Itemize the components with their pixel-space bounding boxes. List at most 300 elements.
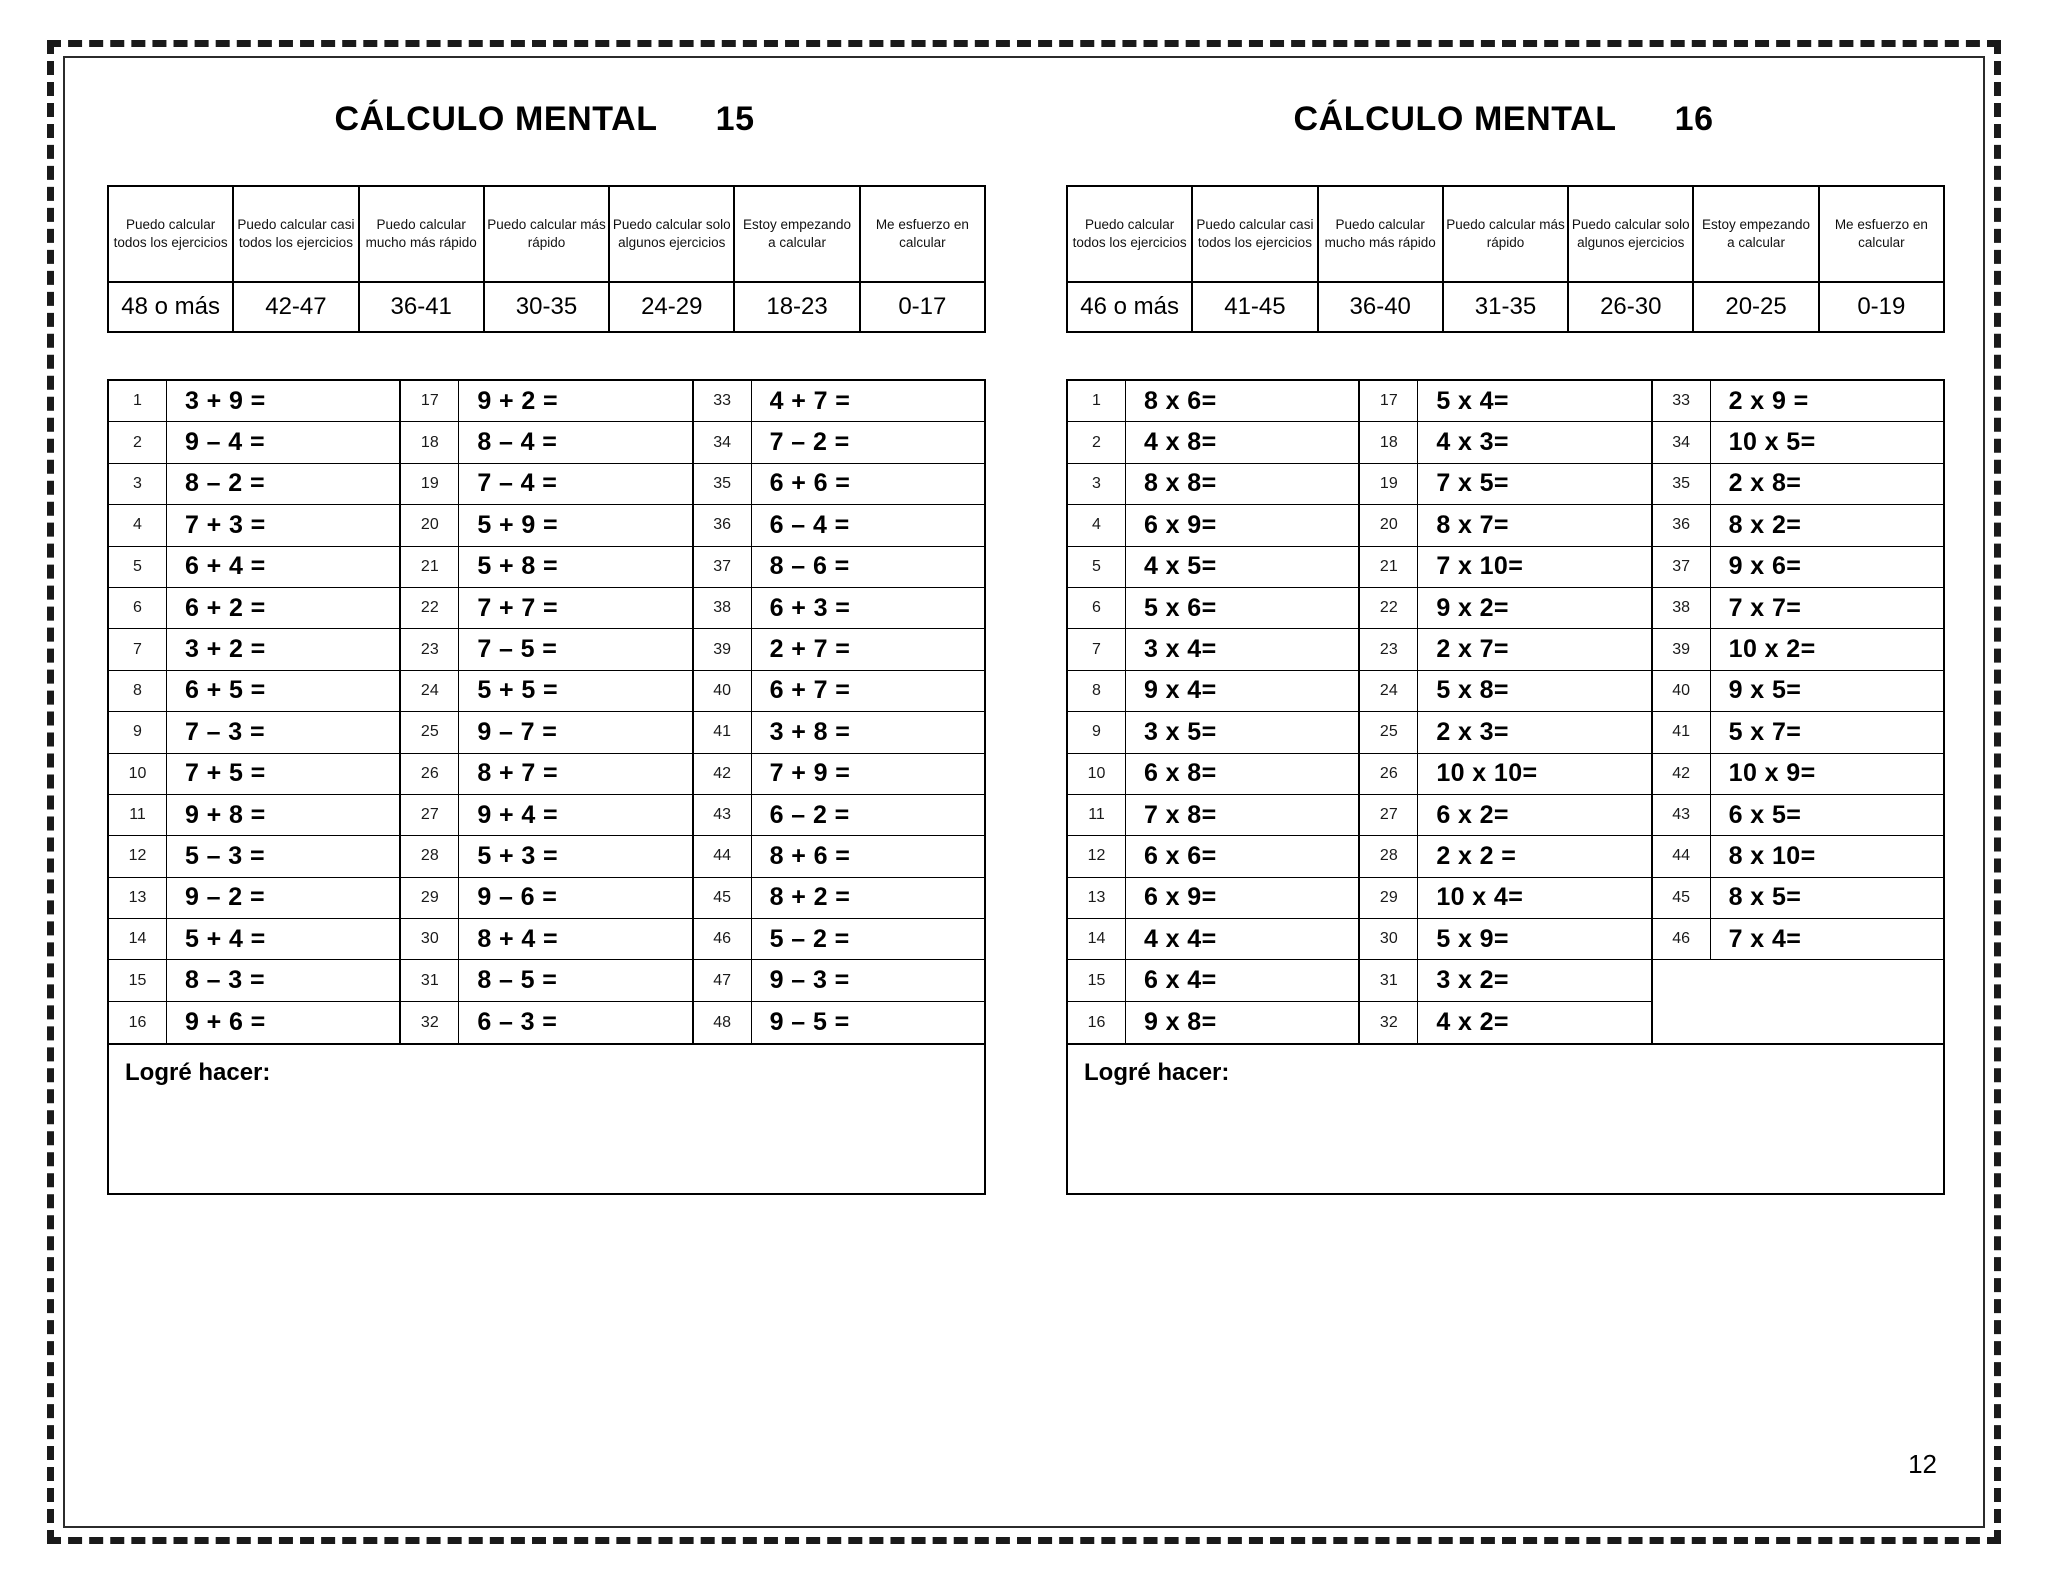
rubric-score-cell[interactable]: 48 o más (108, 282, 233, 332)
table-row (1360, 588, 1650, 629)
exercise-expression[interactable]: 8 x 8= (1144, 469, 1217, 498)
table-row (401, 547, 691, 588)
exercise-expression[interactable]: 2 x 7= (1436, 635, 1509, 664)
table-row (401, 878, 691, 919)
exercise-expression[interactable]: 10 x 2= (1728, 635, 1816, 664)
exercise-index: 16 (1068, 1002, 1126, 1043)
exercise-table (107, 379, 986, 1195)
table-row (401, 795, 691, 836)
table-row (401, 629, 691, 670)
table-row (109, 505, 399, 546)
exercise-expression[interactable]: 7 x 7= (1728, 593, 1802, 622)
rubric-score-cell[interactable]: 31-35 (1443, 282, 1568, 332)
table-row (109, 1002, 399, 1043)
table-row (401, 464, 691, 505)
table-row (1653, 795, 1943, 836)
exercise-expression[interactable]: 9 – 5 = (769, 1008, 850, 1037)
exercise-index: 17 (401, 381, 459, 421)
rubric-score-cell[interactable]: 36-41 (359, 282, 484, 332)
exercise-index: 3 (1068, 464, 1126, 504)
exercise-expression[interactable]: 6 + 6 = (769, 469, 851, 498)
exercise-index (1653, 1002, 1711, 1043)
table-row (109, 671, 399, 712)
rubric-description-cell: Puedo calcular todos los ejercicios (108, 186, 233, 282)
exercise-expression[interactable]: 7 x 5= (1436, 469, 1509, 498)
exercise-column (109, 381, 401, 1043)
table-row (401, 919, 691, 960)
exercise-expression[interactable]: 5 x 8= (1436, 676, 1509, 705)
exercise-expression[interactable]: 9 – 2 = (185, 883, 265, 912)
exercise-index: 20 (401, 505, 459, 545)
exercise-expression[interactable]: 9 x 4= (1144, 676, 1217, 705)
achievement-note-label: Logré hacer: (1084, 1059, 1230, 1087)
exercise-expression[interactable]: 10 x 5= (1728, 428, 1816, 457)
exercise-index: 44 (1653, 836, 1711, 876)
exercise-expression[interactable]: 10 x 9= (1728, 759, 1816, 788)
exercise-index: 39 (1653, 629, 1711, 669)
table-row (109, 629, 399, 670)
rubric-score-cell[interactable]: 24-29 (609, 282, 734, 332)
table-row (1653, 836, 1943, 877)
rubric-score-cell[interactable]: 46 o más (1067, 282, 1192, 332)
exercise-index: 5 (109, 547, 167, 587)
exercise-index: 8 (109, 671, 167, 711)
exercise-expression[interactable]: 2 x 9 = (1728, 386, 1809, 415)
table-row (1068, 381, 1358, 422)
table-row (1360, 671, 1650, 712)
table-row (1068, 588, 1358, 629)
exercise-expression[interactable]: 8 – 6 = (769, 552, 850, 581)
exercise-expression[interactable]: 7 + 5 = (185, 759, 266, 788)
rubric-description-cell: Puedo calcular más rápido (1443, 186, 1568, 282)
exercise-column (694, 381, 984, 1043)
exercise-expression[interactable]: 4 x 5= (1144, 552, 1217, 581)
table-row (694, 1002, 984, 1043)
table-row (1653, 671, 1943, 712)
exercise-index: 46 (1653, 919, 1711, 959)
exercise-expression[interactable]: 8 x 10= (1728, 841, 1816, 870)
exercise-expression[interactable]: 5 x 9= (1436, 924, 1509, 953)
exercise-index: 14 (109, 919, 167, 959)
rubric-description-cell: Puedo calcular mucho más rápido (359, 186, 484, 282)
exercise-expression[interactable] (1711, 1002, 1943, 1043)
exercise-index: 22 (401, 588, 459, 628)
exercise-expression[interactable]: 4 x 3= (1436, 428, 1509, 457)
exercise-index: 43 (694, 795, 752, 835)
exercise-index: 37 (694, 547, 752, 587)
exercise-expression[interactable]: 3 x 4= (1144, 635, 1217, 664)
exercise-expression[interactable]: 8 x 6= (1144, 386, 1217, 415)
exercise-expression[interactable]: 9 – 3 = (769, 966, 850, 995)
rubric-description-row (108, 186, 985, 282)
table-row (109, 919, 399, 960)
exercise-expression[interactable]: 6 + 4 = (185, 552, 266, 581)
exercise-expression[interactable]: 5 x 6= (1144, 593, 1217, 622)
worksheet-page (63, 56, 1985, 1528)
exercise-expression[interactable]: 3 x 5= (1144, 717, 1217, 746)
exercise-index: 10 (1068, 754, 1126, 794)
exercise-index: 4 (109, 505, 167, 545)
exercise-expression[interactable]: 7 x 4= (1728, 924, 1802, 953)
table-row (694, 795, 984, 836)
exercise-index: 26 (401, 754, 459, 794)
self-assessment-rubric (1066, 185, 1945, 333)
table-row (1068, 878, 1358, 919)
table-row (1653, 464, 1943, 505)
self-assessment-rubric (107, 185, 986, 333)
table-row (694, 712, 984, 753)
table-row (401, 381, 691, 422)
exercise-index: 24 (1360, 671, 1418, 711)
rubric-description-cell: Estoy empezando a calcular (734, 186, 859, 282)
table-row (694, 629, 984, 670)
exercise-expression[interactable]: 6 + 2 = (185, 593, 266, 622)
table-row (1068, 754, 1358, 795)
table-row (1068, 1002, 1358, 1043)
table-row (1360, 754, 1650, 795)
table-row (694, 422, 984, 463)
table-row (1068, 960, 1358, 1001)
table-row (1360, 629, 1650, 670)
exercise-expression[interactable]: 9 + 2 = (477, 386, 558, 415)
exercise-index: 47 (694, 960, 752, 1000)
table-row (401, 588, 691, 629)
exercise-expression[interactable]: 6 x 6= (1144, 841, 1217, 870)
exercise-expression[interactable]: 8 – 4 = (477, 428, 558, 457)
exercise-expression[interactable]: 3 x 2= (1436, 966, 1509, 995)
achievement-note-box[interactable] (1068, 1043, 1943, 1193)
table-row (1653, 1002, 1943, 1043)
rubric-description-cell: Puedo calcular mucho más rápido (1318, 186, 1443, 282)
exercise-expression[interactable]: 6 x 4= (1144, 966, 1217, 995)
table-row (109, 422, 399, 463)
exercise-index: 19 (1360, 464, 1418, 504)
exercise-expression[interactable]: 6 – 3 = (477, 1008, 558, 1037)
table-row (1068, 629, 1358, 670)
exercise-expression[interactable]: 7 x 10= (1436, 552, 1524, 581)
exercise-index: 26 (1360, 754, 1418, 794)
table-row (694, 671, 984, 712)
exercise-expression[interactable]: 8 – 2 = (185, 469, 265, 498)
exercise-expression[interactable]: 4 x 4= (1144, 924, 1217, 953)
achievement-note-box[interactable] (109, 1043, 984, 1193)
table-row (109, 960, 399, 1001)
table-row (694, 588, 984, 629)
exercise-expression[interactable]: 3 + 9 = (185, 386, 266, 415)
table-row (694, 381, 984, 422)
exercise-expression[interactable]: 4 x 2= (1436, 1008, 1509, 1037)
table-row (109, 878, 399, 919)
exercise-expression[interactable]: 6 x 9= (1144, 883, 1217, 912)
exercise-index: 12 (109, 836, 167, 876)
table-row (694, 960, 984, 1001)
rubric-description-cell: Estoy empezando a calcular (1693, 186, 1818, 282)
exercise-index: 11 (1068, 795, 1126, 835)
exercise-expression[interactable]: 9 + 6 = (185, 1008, 266, 1037)
exercise-index: 12 (1068, 836, 1126, 876)
exercise-expression[interactable]: 5 – 3 = (185, 841, 265, 870)
exercise-index: 28 (1360, 836, 1418, 876)
table-row (401, 422, 691, 463)
exercise-index: 40 (1653, 671, 1711, 711)
exercise-expression[interactable]: 6 x 8= (1144, 759, 1217, 788)
exercise-index: 33 (1653, 381, 1711, 421)
exercise-expression[interactable]: 2 x 3= (1436, 717, 1509, 746)
rubric-description-cell: Me esfuerzo en calcular (860, 186, 985, 282)
exercise-index: 8 (1068, 671, 1126, 711)
table-row (1653, 960, 1943, 1001)
table-row (694, 878, 984, 919)
page-title: CÁLCULO MENTAL (334, 100, 658, 138)
exercise-index: 39 (694, 629, 752, 669)
rubric-score-cell[interactable]: 36-40 (1318, 282, 1443, 332)
rubric-description-cell: Puedo calcular casi todos los ejercicios (233, 186, 358, 282)
exercise-index: 48 (694, 1002, 752, 1043)
exercise-expression[interactable]: 5 + 5 = (477, 676, 558, 705)
exercise-index: 32 (401, 1002, 459, 1043)
table-row (109, 754, 399, 795)
exercise-expression[interactable]: 6 + 3 = (769, 593, 851, 622)
table-row (401, 712, 691, 753)
table-row (1653, 754, 1943, 795)
exercise-index: 21 (401, 547, 459, 587)
table-row (109, 381, 399, 422)
exercise-columns (109, 381, 984, 1043)
exercise-expression[interactable]: 6 – 4 = (769, 510, 850, 539)
table-row (1068, 464, 1358, 505)
exercise-index: 34 (1653, 422, 1711, 462)
exercise-expression[interactable]: 5 + 4 = (185, 924, 266, 953)
exercise-index: 1 (109, 381, 167, 421)
exercise-expression[interactable]: 10 x 10= (1436, 759, 1538, 788)
exercise-index: 35 (694, 464, 752, 504)
sheet-title-row (1052, 100, 1955, 139)
exercise-index: 46 (694, 919, 752, 959)
exercise-expression[interactable]: 8 + 4 = (477, 924, 558, 953)
table-row (1068, 547, 1358, 588)
table-row (401, 1002, 691, 1043)
table-row (401, 505, 691, 546)
table-row (694, 505, 984, 546)
rubric-score-cell[interactable]: 0-17 (860, 282, 985, 332)
rubric-description-row (1067, 186, 1944, 282)
rubric-score-cell[interactable]: 42-47 (233, 282, 358, 332)
exercise-index: 3 (109, 464, 167, 504)
exercise-expression[interactable]: 5 – 2 = (769, 924, 850, 953)
page-number: 12 (1908, 1449, 1937, 1479)
rubric-score-cell[interactable]: 20-25 (1693, 282, 1818, 332)
exercise-expression[interactable]: 9 x 8= (1144, 1008, 1217, 1037)
rubric-description-cell: Puedo calcular solo algunos ejercicios (609, 186, 734, 282)
exercise-expression[interactable]: 7 – 2 = (769, 428, 850, 457)
table-row (1068, 422, 1358, 463)
rubric-description-cell: Me esfuerzo en calcular (1819, 186, 1944, 282)
exercise-index: 31 (1360, 960, 1418, 1000)
exercise-expression[interactable]: 9 + 4 = (477, 800, 558, 829)
table-row (1360, 795, 1650, 836)
table-row (1653, 919, 1943, 960)
exercise-index: 40 (694, 671, 752, 711)
exercise-index: 42 (694, 754, 752, 794)
page-title: CÁLCULO MENTAL (1293, 100, 1617, 138)
exercise-expression[interactable]: 2 x 8= (1728, 469, 1802, 498)
exercise-column (1360, 381, 1652, 1043)
exercise-expression[interactable]: 3 + 2 = (185, 635, 266, 664)
exercise-expression[interactable]: 8 – 3 = (185, 966, 265, 995)
exercise-expression[interactable]: 7 + 3 = (185, 510, 266, 539)
exercise-index: 16 (109, 1002, 167, 1043)
exercise-index: 4 (1068, 505, 1126, 545)
exercise-expression[interactable] (1711, 960, 1943, 1001)
table-row (694, 919, 984, 960)
exercise-expression[interactable]: 5 + 3 = (477, 841, 558, 870)
exercise-expression[interactable]: 6 x 5= (1728, 800, 1802, 829)
exercise-expression[interactable]: 5 x 4= (1436, 386, 1509, 415)
table-row (1360, 836, 1650, 877)
exercise-expression[interactable]: 3 + 8 = (769, 717, 851, 746)
worksheet-sheets-container (65, 58, 1983, 1526)
exercise-expression[interactable]: 7 + 9 = (769, 759, 851, 788)
table-row (1068, 712, 1358, 753)
exercise-expression[interactable]: 8 + 6 = (769, 841, 851, 870)
exercise-expression[interactable]: 9 + 8 = (185, 800, 266, 829)
exercise-index: 38 (1653, 588, 1711, 628)
exercise-index: 27 (1360, 795, 1418, 835)
exercise-index: 11 (109, 795, 167, 835)
table-row (109, 547, 399, 588)
exercise-index: 23 (401, 629, 459, 669)
exercise-index: 37 (1653, 547, 1711, 587)
exercise-index: 21 (1360, 547, 1418, 587)
exercise-index: 41 (694, 712, 752, 752)
rubric-score-cell[interactable]: 41-45 (1192, 282, 1317, 332)
exercise-expression[interactable]: 7 – 4 = (477, 469, 558, 498)
exercise-index: 23 (1360, 629, 1418, 669)
exercise-expression[interactable]: 10 x 4= (1436, 883, 1524, 912)
rubric-score-cell[interactable]: 26-30 (1568, 282, 1693, 332)
exercise-index: 35 (1653, 464, 1711, 504)
exercise-expression[interactable]: 2 x 2 = (1436, 841, 1517, 870)
exercise-expression[interactable]: 6 – 2 = (769, 800, 850, 829)
exercise-expression[interactable]: 8 x 5= (1728, 883, 1802, 912)
exercise-index: 27 (401, 795, 459, 835)
exercise-index: 22 (1360, 588, 1418, 628)
table-row (109, 464, 399, 505)
exercise-expression[interactable]: 8 + 7 = (477, 759, 558, 788)
table-row (1068, 671, 1358, 712)
rubric-score-cell[interactable]: 0-19 (1819, 282, 1944, 332)
achievement-note-label: Logré hacer: (125, 1059, 271, 1087)
exercise-expression[interactable]: 8 + 2 = (769, 883, 851, 912)
exercise-expression[interactable]: 9 x 2= (1436, 593, 1509, 622)
exercise-index: 42 (1653, 754, 1711, 794)
exercise-expression[interactable]: 9 x 5= (1728, 676, 1802, 705)
exercise-table (1066, 379, 1945, 1195)
table-row (1360, 547, 1650, 588)
table-row (1360, 505, 1650, 546)
table-row (401, 671, 691, 712)
worksheet-sheet (65, 58, 1024, 1526)
exercise-expression[interactable]: 7 x 8= (1144, 800, 1217, 829)
exercise-expression[interactable]: 5 + 9 = (477, 510, 558, 539)
exercise-index: 14 (1068, 919, 1126, 959)
exercise-index: 2 (109, 422, 167, 462)
exercise-expression[interactable]: 9 x 6= (1728, 552, 1802, 581)
table-row (1653, 878, 1943, 919)
rubric-score-cell[interactable]: 30-35 (484, 282, 609, 332)
rubric-description-cell: Puedo calcular todos los ejercicios (1067, 186, 1192, 282)
sheet-number: 15 (715, 100, 755, 138)
exercise-expression[interactable]: 7 – 3 = (185, 717, 265, 746)
exercise-index: 13 (109, 878, 167, 918)
table-row (1653, 588, 1943, 629)
table-row (109, 712, 399, 753)
exercise-expression[interactable]: 6 + 5 = (185, 676, 266, 705)
exercise-expression[interactable]: 9 – 6 = (477, 883, 558, 912)
exercise-expression[interactable]: 7 – 5 = (477, 635, 558, 664)
table-row (1068, 919, 1358, 960)
table-row (1653, 712, 1943, 753)
exercise-expression[interactable]: 5 + 8 = (477, 552, 558, 581)
table-row (1360, 464, 1650, 505)
exercise-index: 29 (401, 878, 459, 918)
table-row (1360, 960, 1650, 1001)
table-row (1068, 836, 1358, 877)
exercise-index: 17 (1360, 381, 1418, 421)
exercise-expression[interactable]: 9 – 4 = (185, 428, 265, 457)
exercise-index (1653, 960, 1711, 1001)
exercise-expression[interactable]: 4 + 7 = (769, 386, 851, 415)
exercise-index: 25 (401, 712, 459, 752)
exercise-expression[interactable]: 8 x 2= (1728, 510, 1802, 539)
rubric-description-cell: Puedo calcular más rápido (484, 186, 609, 282)
exercise-expression[interactable]: 4 x 8= (1144, 428, 1217, 457)
exercise-index: 7 (1068, 629, 1126, 669)
exercise-index: 18 (401, 422, 459, 462)
table-row (694, 547, 984, 588)
table-row (401, 754, 691, 795)
exercise-expression[interactable]: 7 + 7 = (477, 593, 558, 622)
rubric-score-row (1067, 282, 1944, 332)
exercise-index: 45 (1653, 878, 1711, 918)
rubric-score-cell[interactable]: 18-23 (734, 282, 859, 332)
worksheet-sheet (1024, 58, 1983, 1526)
exercise-expression[interactable]: 8 – 5 = (477, 966, 558, 995)
exercise-index: 43 (1653, 795, 1711, 835)
sheet-number: 16 (1674, 100, 1714, 138)
exercise-columns (1068, 381, 1943, 1043)
exercise-expression[interactable]: 6 x 9= (1144, 510, 1217, 539)
exercise-expression[interactable]: 5 x 7= (1728, 717, 1802, 746)
rubric-score-row (108, 282, 985, 332)
exercise-index: 1 (1068, 381, 1126, 421)
exercise-expression[interactable]: 2 + 7 = (769, 635, 851, 664)
exercise-index: 10 (109, 754, 167, 794)
exercise-expression[interactable]: 9 – 7 = (477, 717, 558, 746)
sheet-title-row (93, 100, 996, 139)
table-row (1653, 629, 1943, 670)
exercise-index: 38 (694, 588, 752, 628)
table-row (1360, 381, 1650, 422)
exercise-index: 28 (401, 836, 459, 876)
exercise-expression[interactable]: 8 x 7= (1436, 510, 1509, 539)
table-row (1360, 712, 1650, 753)
exercise-index: 36 (1653, 505, 1711, 545)
exercise-index: 33 (694, 381, 752, 421)
exercise-expression[interactable]: 6 + 7 = (769, 676, 851, 705)
exercise-index: 30 (401, 919, 459, 959)
exercise-expression[interactable]: 6 x 2= (1436, 800, 1509, 829)
